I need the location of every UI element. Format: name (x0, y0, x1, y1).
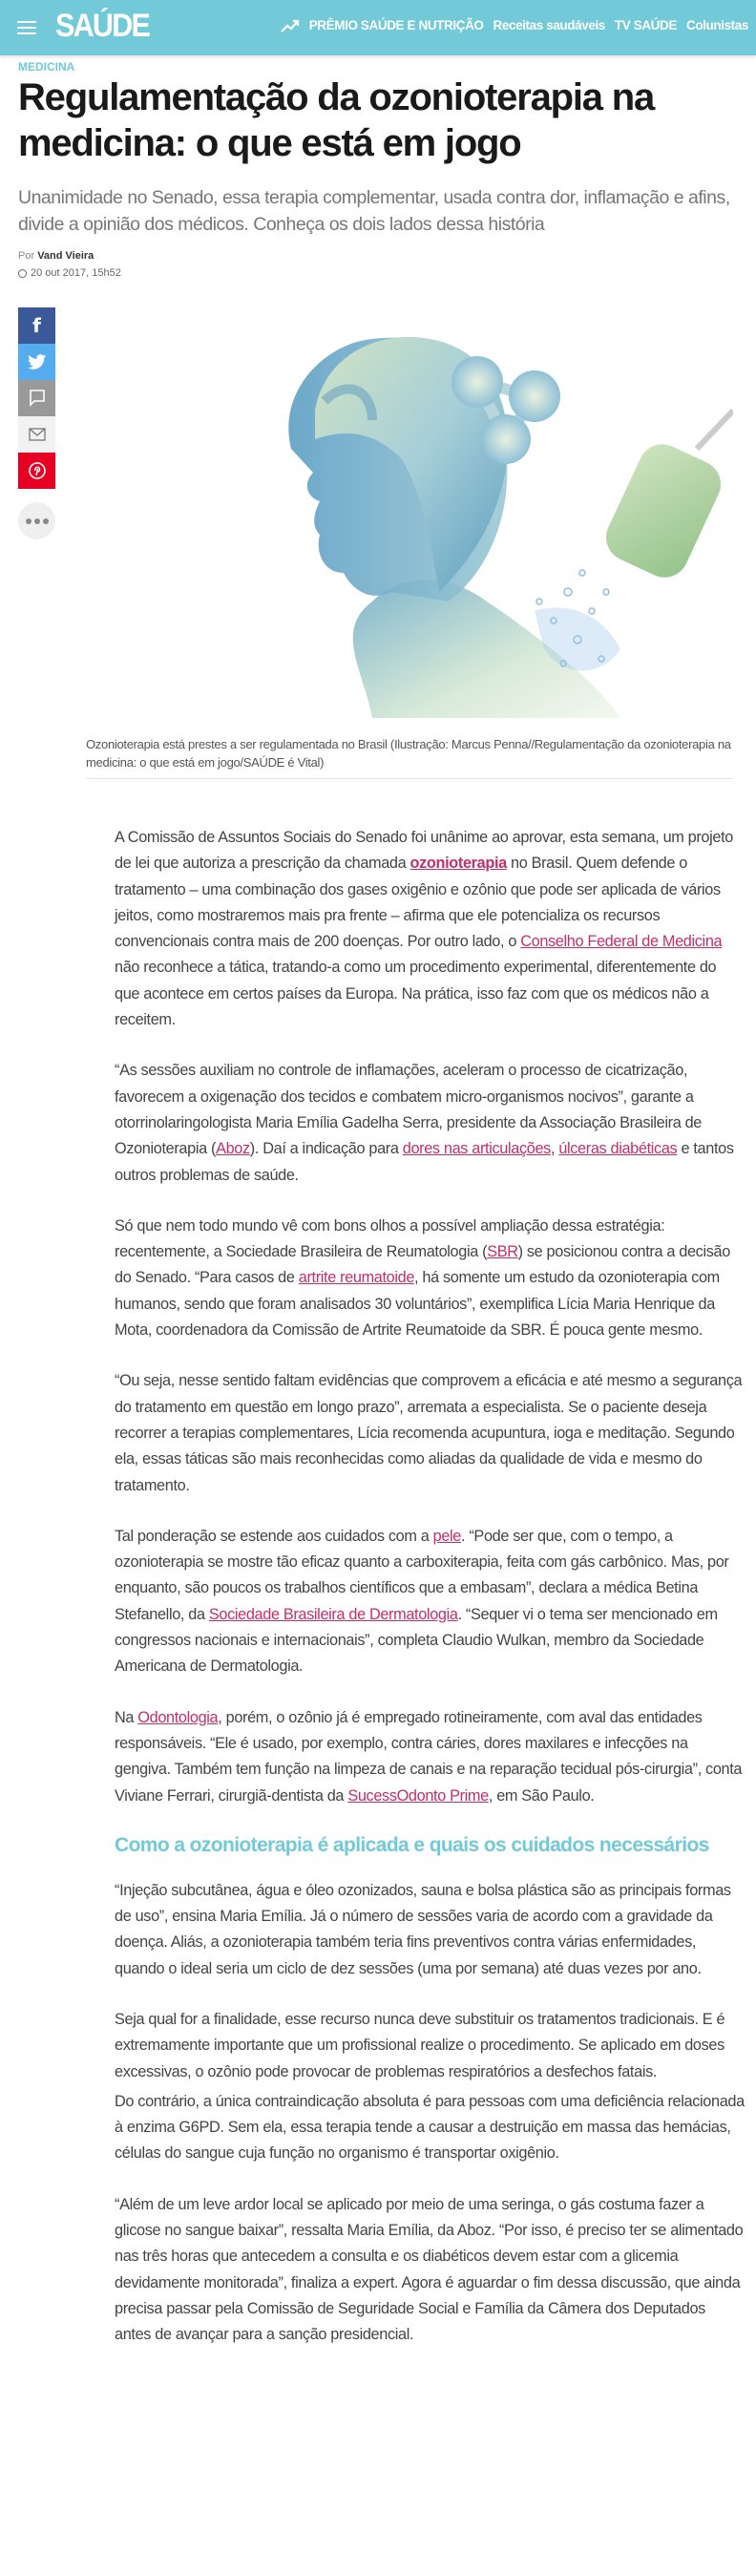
inline-link[interactable]: Sociedade Brasileira de Dermatologia (208, 1605, 458, 1623)
twitter-share-button[interactable] (18, 344, 55, 380)
text-segment: , em São Paulo. (488, 1786, 595, 1805)
share-bar (18, 307, 55, 539)
text-segment: Tal ponderação se estende aos cuidados com a (115, 1527, 433, 1545)
twitter-icon (28, 354, 47, 370)
text-segment: “As sessões auxiliam no controle de inflamações, aceleram o processo de cicatrização, favorecem a oxigenação dos tecidos e combatem micro-organismos nocivos”, garante a otorrinolaringologista Maria Emília Gadelha Serra, presidente da Associação Brasileira de Ozonioterapia ( (115, 1062, 703, 1158)
text-segment: , (550, 1140, 559, 1158)
byline (18, 250, 94, 262)
comment-icon (30, 390, 45, 407)
publish-date (18, 267, 121, 279)
more-icon (26, 518, 32, 524)
article-paragraph (115, 1368, 745, 1498)
inline-link[interactable]: dores nas articulações (402, 1140, 551, 1158)
divider (86, 778, 733, 779)
text-segment: ) se posicionou contra a decisão do Senado. “Para casos de (115, 1243, 730, 1287)
article-paragraph (115, 2089, 745, 2167)
nav-receitas[interactable]: Receitas saudáveis (493, 18, 605, 32)
inline-link[interactable]: úlceras diabéticas (558, 1140, 678, 1158)
text-segment: . “Sequer vi o tema ser mencionado em congressos nacionais e internacionais”, completa Claudio Wulkan, membro da Sociedade Americana de Dermatologia. (115, 1605, 718, 1676)
inline-link[interactable]: SucessOdonto Prime (347, 1786, 489, 1805)
pinterest-icon (29, 462, 46, 479)
article-paragraph (115, 2192, 745, 2349)
email-share-button[interactable] (18, 416, 55, 453)
article-paragraph (115, 1214, 745, 1343)
text-segment: e tantos outros problemas de saúde. (115, 1140, 734, 1184)
text-segment: Seja qual for a finalidade, esse recurso nunca deve substituir os tratamentos tradicionais. E é extremamente importante que um profissional realize o procedimento. Se aplicado em doses excessivas, o ozônio pode provocar de problemas respiratórios a desfechos fatais. (115, 2010, 725, 2080)
trending-up-icon (281, 19, 300, 32)
text-segment: , há somente um estudo da ozonioterapia com humanos, sendo que foram analisados 30 voluntários”, exemplifica Lícia Maria Henrique da Mota, coordenadora da Comissão de Artrite Reumatoide da SBR. É pouca gente mesmo. (115, 1269, 720, 1340)
inline-link[interactable]: Aboz (216, 1140, 250, 1158)
section-heading (115, 1834, 745, 1857)
article-paragraph (115, 825, 745, 1033)
nav-tv-saude[interactable]: TV SAÚDE (614, 18, 677, 32)
inline-link[interactable]: ozonioterapia (410, 855, 507, 873)
date-text: 20 out 2017, 15h52 (31, 267, 121, 279)
article-paragraph (115, 1058, 745, 1188)
category-link[interactable]: MEDICINA (18, 60, 75, 74)
article-body (115, 825, 745, 2374)
menu-icon[interactable] (17, 21, 36, 34)
text-segment: no Brasil. Quem defende o tratamento – uma combinação dos gases oxigênio e ozônio que pode ser aplicada de vários jeitos, como mostraremos mais pra frente – afirma que ele potencializa os recursos convencionais contra mais de 200 doenças. Por outro lado, o (115, 855, 721, 951)
inline-link[interactable]: artrite reumatoide (298, 1269, 415, 1287)
text-segment: Do contrário, a única contraindicação absoluta é para pessoas com uma deficiência relacionada à enzima G6PD. Sem ela, essa terapia tende a causar a destruição em massa das hemácias, células do sangue cuja função no organismo é transportar oxigênio. (115, 2092, 745, 2163)
text-segment: não reconhece a tática, tratando-a como um procedimento experimental, diferentemente do que acontece em certos países da Europa. Na prática, isso faz com que os médicos não a receitem. (115, 959, 717, 1029)
article-subtitle: Unanimidade no Senado, essa terapia complementar, usada contra dor, inflamação e afins, divide a opinião dos médicos. Conheça os dois lados dessa história (18, 187, 730, 235)
text-segment: “Injeção subcutânea, água e óleo ozonizados, sauna e bolsa plástica são as principais formas de uso”, ensina Maria Emília. Já o número de sessões varia de acordo com a gravidade da doença. Aliás, a ozonioterapia também teria fins preventivos contra várias enfermidades, quando o ideal seria um ciclo de dez sessões (uma por semana) até duas vezes por ano. (115, 1881, 731, 1977)
text-segment: , porém, o ozônio já é empregado rotineiramente, com aval das entidades responsáveis. “Ele é usado, por exemplo, contra cáries, dores maxilares e infecções na gengiva. Também tem função na limpeza de canais e na reparação tecidual pós-cirurgia”, conta Viviane Ferrari, cirurgiã-dentista da (115, 1708, 743, 1805)
text-segment: Na (115, 1708, 138, 1726)
clock-icon (18, 269, 27, 278)
author-name[interactable]: Vand Vieira (37, 250, 94, 262)
article-paragraph (115, 1878, 745, 1982)
inline-link[interactable]: pele (432, 1527, 462, 1545)
by-prefix: Por (18, 250, 35, 262)
comment-button[interactable] (18, 380, 55, 416)
text-segment: “Ou seja, nesse sentido faltam evidências que comprovem a eficácia e até mesmo a segurança do tratamento em questão em longo prazo”, arremata a especialista. Se o paciente deseja recorrer a terapias complementares, Lícia recomenda acupuntura, ioga e meditação. Segundo ela, essas táticas são mais reconhecidas como aliadas da qualidade de vida e mesmo do tratamento. (115, 1372, 743, 1494)
text-segment: . “Pode ser que, com o tempo, a ozonioterapia se mostre tão eficaz quanto a carboxiterapia, feita com gás carbônico. Mas, por enquanto, são poucos os trabalhos científicos que a embasam”, declara a médica Betina Stefanello, da (115, 1527, 729, 1623)
site-header (0, 0, 756, 55)
article-paragraph (115, 2007, 745, 2085)
inline-link[interactable]: Odontologia (137, 1708, 219, 1726)
image-caption: Ozonioterapia está prestes a ser regulamentada no Brasil (Ilustração: Marcus Penna//Regulamentação da ozonioterapia na medicina: o que está em jogo/SAÚDE é Vital) (86, 737, 731, 770)
more-share-button[interactable] (18, 502, 55, 539)
text-segment: ). Daí a indicação para (249, 1140, 403, 1158)
facebook-icon: f (32, 314, 41, 337)
article-paragraph (115, 1524, 745, 1680)
article-illustration (86, 286, 733, 718)
text-segment: A Comissão de Assuntos Sociais do Senado foi unânime ao aprovar, esta semana, um projeto de lei que autoriza a prescrição da chamada (115, 829, 733, 873)
text-segment: Como a ozonioterapia é aplicada e quais os cuidados necessários (115, 1833, 709, 1856)
article-paragraph (115, 1705, 745, 1809)
shower-head-graphic (535, 411, 733, 671)
text-segment: “Além de um leve ardor local se aplicado por meio de uma seringa, o gás costuma fazer a glicose no sangue baixar”, ressalta Maria Emília, da Aboz. “Por isso, é preciso ter se alimentado nas três horas que antecedem a consulta e os diabéticos devem estar com a glicemia devidamente monitorada”, finaliza a expert. Agora é aguardar o fim dessa discussão, que ainda precisa passar pela Comissão de Seguridade Social e Família da Câmera dos Deputados antes de avançar para a sanção presidencial. (115, 2195, 744, 2344)
inline-link[interactable]: Conselho Federal de Medicina (520, 933, 723, 951)
nav-colunistas[interactable]: Colunistas (685, 18, 748, 32)
text-segment: Só que nem todo mundo vê com bons olhos a possível ampliação dessa estratégia: recentemente, a Sociedade Brasileira de Reumatologia ( (115, 1216, 665, 1261)
pinterest-share-button[interactable] (18, 453, 55, 489)
page-title: Regulamentação da ozonioterapia na medicina: o que está em jogo (18, 76, 655, 164)
facebook-share-button[interactable] (18, 307, 55, 344)
nav-premio[interactable]: PRÊMIO SAÚDE E NUTRIÇÃO (308, 18, 484, 32)
inline-link[interactable]: SBR (487, 1243, 518, 1261)
top-nav (281, 18, 748, 32)
email-icon (29, 428, 46, 441)
site-logo[interactable]: SAÚDE (55, 8, 150, 44)
